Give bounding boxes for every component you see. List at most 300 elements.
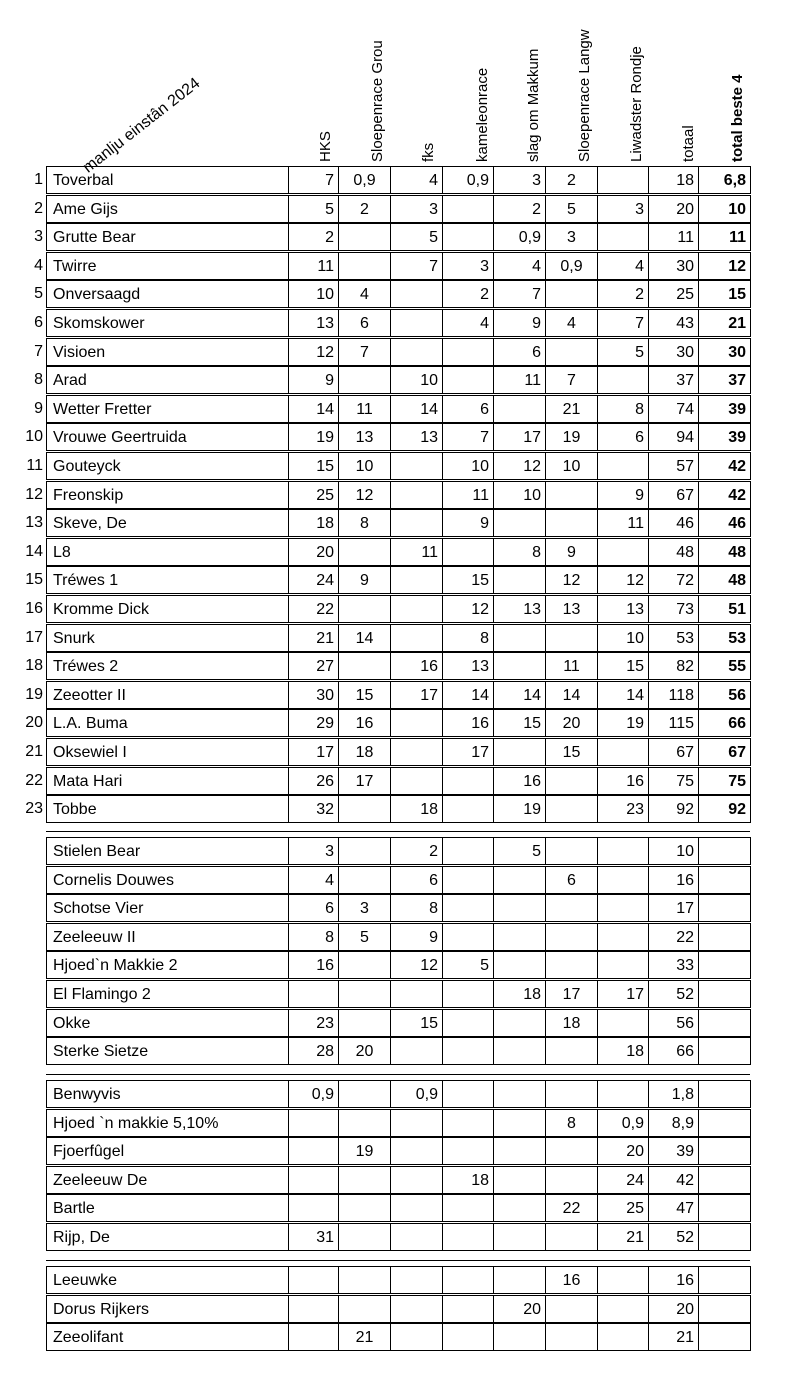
score-cell[interactable]: [390, 481, 443, 509]
score-cell[interactable]: [390, 1166, 443, 1194]
total-cell[interactable]: 82: [648, 652, 699, 680]
score-cell[interactable]: [442, 795, 494, 823]
score-cell[interactable]: [338, 1223, 391, 1251]
best4-total-cell[interactable]: 66: [698, 709, 751, 737]
total-cell[interactable]: 25: [648, 280, 699, 308]
best4-total-cell[interactable]: [698, 1223, 751, 1251]
score-cell[interactable]: [493, 1166, 546, 1194]
best4-total-cell[interactable]: [698, 1323, 751, 1351]
score-cell[interactable]: [493, 1194, 546, 1222]
total-cell[interactable]: 115: [648, 709, 699, 737]
score-cell[interactable]: 9: [288, 366, 339, 394]
score-cell[interactable]: 18: [338, 738, 391, 766]
best4-total-cell[interactable]: 75: [698, 767, 751, 795]
score-cell[interactable]: 11: [390, 538, 443, 566]
score-cell[interactable]: 0,9: [288, 1080, 339, 1108]
score-cell[interactable]: 7: [493, 280, 546, 308]
score-cell[interactable]: [442, 338, 494, 366]
score-cell[interactable]: [390, 595, 443, 623]
score-cell[interactable]: 18: [390, 795, 443, 823]
score-cell[interactable]: 25: [288, 481, 339, 509]
score-cell[interactable]: [288, 1137, 339, 1165]
score-cell[interactable]: 3: [288, 837, 339, 865]
score-cell[interactable]: [493, 1323, 546, 1351]
total-cell[interactable]: 17: [648, 894, 699, 922]
score-cell[interactable]: 3: [597, 195, 649, 223]
score-cell[interactable]: [545, 1080, 598, 1108]
score-cell[interactable]: [545, 1037, 598, 1065]
total-cell[interactable]: 48: [648, 538, 699, 566]
score-cell[interactable]: [493, 1109, 546, 1137]
score-cell[interactable]: [493, 951, 546, 979]
score-cell[interactable]: [545, 1223, 598, 1251]
score-cell[interactable]: [493, 866, 546, 894]
score-cell[interactable]: 23: [597, 795, 649, 823]
score-cell[interactable]: 11: [442, 481, 494, 509]
score-cell[interactable]: 6: [597, 423, 649, 451]
score-cell[interactable]: 18: [493, 980, 546, 1008]
best4-total-cell[interactable]: 67: [698, 738, 751, 766]
score-cell[interactable]: [493, 923, 546, 951]
score-cell[interactable]: 20: [288, 538, 339, 566]
score-cell[interactable]: 14: [338, 624, 391, 652]
score-cell[interactable]: [288, 1109, 339, 1137]
score-cell[interactable]: [390, 1109, 443, 1137]
score-cell[interactable]: 15: [338, 681, 391, 709]
score-cell[interactable]: 2: [288, 223, 339, 251]
score-cell[interactable]: [288, 1295, 339, 1323]
score-cell[interactable]: 14: [545, 681, 598, 709]
best4-total-cell[interactable]: [698, 894, 751, 922]
score-cell[interactable]: 2: [390, 837, 443, 865]
score-cell[interactable]: 13: [288, 309, 339, 337]
best4-total-cell[interactable]: [698, 1194, 751, 1222]
best4-total-cell[interactable]: 39: [698, 395, 751, 423]
score-cell[interactable]: 14: [390, 395, 443, 423]
boat-name-cell[interactable]: Hjoed `n makkie 5,10%: [46, 1109, 289, 1137]
score-cell[interactable]: 25: [597, 1194, 649, 1222]
score-cell[interactable]: 17: [288, 738, 339, 766]
total-cell[interactable]: 30: [648, 338, 699, 366]
score-cell[interactable]: 2: [493, 195, 546, 223]
best4-total-cell[interactable]: [698, 866, 751, 894]
score-cell[interactable]: 16: [390, 652, 443, 680]
score-cell[interactable]: 11: [545, 652, 598, 680]
best4-total-cell[interactable]: 46: [698, 509, 751, 537]
score-cell[interactable]: [545, 951, 598, 979]
score-cell[interactable]: 10: [442, 452, 494, 480]
best4-total-cell[interactable]: 12: [698, 252, 751, 280]
score-cell[interactable]: 7: [338, 338, 391, 366]
boat-name-cell[interactable]: Kromme Dick: [46, 595, 289, 623]
score-cell[interactable]: 10: [390, 366, 443, 394]
score-cell[interactable]: [288, 1194, 339, 1222]
score-cell[interactable]: 8: [597, 395, 649, 423]
score-cell[interactable]: [597, 837, 649, 865]
score-cell[interactable]: 15: [442, 566, 494, 594]
score-cell[interactable]: 16: [597, 767, 649, 795]
score-cell[interactable]: 8: [442, 624, 494, 652]
best4-total-cell[interactable]: 39: [698, 423, 751, 451]
score-cell[interactable]: 4: [288, 866, 339, 894]
score-cell[interactable]: 0,9: [338, 166, 391, 194]
best4-total-cell[interactable]: [698, 923, 751, 951]
best4-total-cell[interactable]: [698, 1137, 751, 1165]
score-cell[interactable]: 13: [493, 595, 546, 623]
score-cell[interactable]: 11: [597, 509, 649, 537]
score-cell[interactable]: [493, 509, 546, 537]
score-cell[interactable]: 17: [390, 681, 443, 709]
best4-total-cell[interactable]: [698, 1166, 751, 1194]
score-cell[interactable]: 9: [442, 509, 494, 537]
score-cell[interactable]: 19: [493, 795, 546, 823]
total-cell[interactable]: 92: [648, 795, 699, 823]
score-cell[interactable]: 3: [390, 195, 443, 223]
score-cell[interactable]: [545, 481, 598, 509]
score-cell[interactable]: [545, 795, 598, 823]
score-cell[interactable]: [597, 894, 649, 922]
score-cell[interactable]: [545, 923, 598, 951]
score-cell[interactable]: 15: [390, 1009, 443, 1037]
score-cell[interactable]: [545, 1295, 598, 1323]
total-cell[interactable]: 46: [648, 509, 699, 537]
boat-name-cell[interactable]: Skeve, De: [46, 509, 289, 537]
score-cell[interactable]: [390, 624, 443, 652]
score-cell[interactable]: [442, 1323, 494, 1351]
boat-name-cell[interactable]: Grutte Bear: [46, 223, 289, 251]
score-cell[interactable]: 30: [288, 681, 339, 709]
score-cell[interactable]: [390, 1266, 443, 1294]
total-cell[interactable]: 72: [648, 566, 699, 594]
score-cell[interactable]: [493, 1223, 546, 1251]
score-cell[interactable]: [338, 1166, 391, 1194]
total-cell[interactable]: 43: [648, 309, 699, 337]
score-cell[interactable]: 3: [493, 166, 546, 194]
score-cell[interactable]: [597, 1009, 649, 1037]
score-cell[interactable]: [338, 252, 391, 280]
boat-name-cell[interactable]: Tobbe: [46, 795, 289, 823]
score-cell[interactable]: [493, 566, 546, 594]
total-cell[interactable]: 33: [648, 951, 699, 979]
score-cell[interactable]: [338, 1080, 391, 1108]
score-cell[interactable]: 10: [338, 452, 391, 480]
score-cell[interactable]: 7: [545, 366, 598, 394]
score-cell[interactable]: 17: [338, 767, 391, 795]
score-cell[interactable]: [338, 980, 391, 1008]
score-cell[interactable]: 21: [545, 395, 598, 423]
score-cell[interactable]: 2: [597, 280, 649, 308]
score-cell[interactable]: 12: [338, 481, 391, 509]
total-cell[interactable]: 53: [648, 624, 699, 652]
score-cell[interactable]: [493, 894, 546, 922]
score-cell[interactable]: 29: [288, 709, 339, 737]
score-cell[interactable]: 16: [338, 709, 391, 737]
score-cell[interactable]: 5: [288, 195, 339, 223]
total-cell[interactable]: 20: [648, 1295, 699, 1323]
boat-name-cell[interactable]: El Flamingo 2: [46, 980, 289, 1008]
total-cell[interactable]: 39: [648, 1137, 699, 1165]
score-cell[interactable]: [390, 1223, 443, 1251]
score-cell[interactable]: [442, 1037, 494, 1065]
score-cell[interactable]: 6: [442, 395, 494, 423]
score-cell[interactable]: 3: [442, 252, 494, 280]
score-cell[interactable]: 5: [390, 223, 443, 251]
score-cell[interactable]: 9: [338, 566, 391, 594]
score-cell[interactable]: [442, 767, 494, 795]
score-cell[interactable]: 24: [288, 566, 339, 594]
total-cell[interactable]: 47: [648, 1194, 699, 1222]
score-cell[interactable]: [338, 1295, 391, 1323]
score-cell[interactable]: [442, 1295, 494, 1323]
boat-name-cell[interactable]: Toverbal: [46, 166, 289, 194]
score-cell[interactable]: [442, 195, 494, 223]
score-cell[interactable]: [390, 1323, 443, 1351]
total-cell[interactable]: 18: [648, 166, 699, 194]
total-cell[interactable]: 30: [648, 252, 699, 280]
score-cell[interactable]: 5: [545, 195, 598, 223]
score-cell[interactable]: 0,9: [442, 166, 494, 194]
score-cell[interactable]: 6: [288, 894, 339, 922]
total-cell[interactable]: 56: [648, 1009, 699, 1037]
score-cell[interactable]: 14: [442, 681, 494, 709]
best4-total-cell[interactable]: 10: [698, 195, 751, 223]
score-cell[interactable]: 19: [288, 423, 339, 451]
score-cell[interactable]: [545, 1137, 598, 1165]
best4-total-cell[interactable]: 21: [698, 309, 751, 337]
score-cell[interactable]: [442, 1223, 494, 1251]
score-cell[interactable]: 31: [288, 1223, 339, 1251]
boat-name-cell[interactable]: Okke: [46, 1009, 289, 1037]
best4-total-cell[interactable]: 37: [698, 366, 751, 394]
score-cell[interactable]: 8: [390, 894, 443, 922]
score-cell[interactable]: 2: [338, 195, 391, 223]
total-cell[interactable]: 21: [648, 1323, 699, 1351]
score-cell[interactable]: 8: [545, 1109, 598, 1137]
best4-total-cell[interactable]: [698, 1037, 751, 1065]
score-cell[interactable]: 13: [545, 595, 598, 623]
score-cell[interactable]: [390, 309, 443, 337]
score-cell[interactable]: 19: [597, 709, 649, 737]
score-cell[interactable]: 12: [493, 452, 546, 480]
best4-total-cell[interactable]: 42: [698, 452, 751, 480]
score-cell[interactable]: 8: [338, 509, 391, 537]
score-cell[interactable]: 3: [338, 894, 391, 922]
score-cell[interactable]: 24: [597, 1166, 649, 1194]
score-cell[interactable]: [545, 767, 598, 795]
score-cell[interactable]: [390, 980, 443, 1008]
score-cell[interactable]: [442, 1109, 494, 1137]
score-cell[interactable]: [390, 338, 443, 366]
score-cell[interactable]: 18: [545, 1009, 598, 1037]
score-cell[interactable]: 21: [597, 1223, 649, 1251]
score-cell[interactable]: [597, 1266, 649, 1294]
boat-name-cell[interactable]: Visioen: [46, 338, 289, 366]
total-cell[interactable]: 37: [648, 366, 699, 394]
score-cell[interactable]: 12: [390, 951, 443, 979]
score-cell[interactable]: [338, 223, 391, 251]
boat-name-cell[interactable]: Bartle: [46, 1194, 289, 1222]
score-cell[interactable]: 15: [288, 452, 339, 480]
total-cell[interactable]: 16: [648, 1266, 699, 1294]
score-cell[interactable]: [390, 1295, 443, 1323]
total-cell[interactable]: 11: [648, 223, 699, 251]
score-cell[interactable]: 17: [597, 980, 649, 1008]
score-cell[interactable]: [597, 923, 649, 951]
score-cell[interactable]: [442, 1266, 494, 1294]
score-cell[interactable]: [338, 1266, 391, 1294]
boat-name-cell[interactable]: Freonskip: [46, 481, 289, 509]
boat-name-cell[interactable]: Cornelis Douwes: [46, 866, 289, 894]
best4-total-cell[interactable]: 48: [698, 566, 751, 594]
score-cell[interactable]: [493, 1080, 546, 1108]
boat-name-cell[interactable]: Zeeleeuw II: [46, 923, 289, 951]
score-cell[interactable]: 7: [597, 309, 649, 337]
score-cell[interactable]: [390, 709, 443, 737]
best4-total-cell[interactable]: 92: [698, 795, 751, 823]
total-cell[interactable]: 10: [648, 837, 699, 865]
score-cell[interactable]: 11: [338, 395, 391, 423]
score-cell[interactable]: 4: [493, 252, 546, 280]
score-cell[interactable]: 21: [338, 1323, 391, 1351]
score-cell[interactable]: [545, 1166, 598, 1194]
boat-name-cell[interactable]: Schotse Vier: [46, 894, 289, 922]
score-cell[interactable]: [390, 280, 443, 308]
score-cell[interactable]: 13: [338, 423, 391, 451]
score-cell[interactable]: 0,9: [545, 252, 598, 280]
boat-name-cell[interactable]: Snurk: [46, 624, 289, 652]
score-cell[interactable]: 10: [493, 481, 546, 509]
score-cell[interactable]: 8: [493, 538, 546, 566]
score-cell[interactable]: [545, 280, 598, 308]
score-cell[interactable]: 12: [597, 566, 649, 594]
score-cell[interactable]: [390, 1037, 443, 1065]
total-cell[interactable]: 52: [648, 980, 699, 1008]
score-cell[interactable]: 17: [545, 980, 598, 1008]
score-cell[interactable]: 23: [288, 1009, 339, 1037]
score-cell[interactable]: 12: [545, 566, 598, 594]
score-cell[interactable]: [493, 1137, 546, 1165]
score-cell[interactable]: 26: [288, 767, 339, 795]
boat-name-cell[interactable]: Zeeotter II: [46, 681, 289, 709]
score-cell[interactable]: [493, 652, 546, 680]
score-cell[interactable]: 15: [545, 738, 598, 766]
score-cell[interactable]: [338, 795, 391, 823]
score-cell[interactable]: [442, 1080, 494, 1108]
boat-name-cell[interactable]: Wetter Fretter: [46, 395, 289, 423]
score-cell[interactable]: [597, 1295, 649, 1323]
score-cell[interactable]: [390, 767, 443, 795]
score-cell[interactable]: [288, 1166, 339, 1194]
score-cell[interactable]: 20: [597, 1137, 649, 1165]
total-cell[interactable]: 73: [648, 595, 699, 623]
boat-name-cell[interactable]: Benwyvis: [46, 1080, 289, 1108]
score-cell[interactable]: 2: [545, 166, 598, 194]
score-cell[interactable]: [545, 624, 598, 652]
score-cell[interactable]: 12: [442, 595, 494, 623]
total-cell[interactable]: 67: [648, 738, 699, 766]
score-cell[interactable]: 14: [288, 395, 339, 423]
score-cell[interactable]: [545, 338, 598, 366]
score-cell[interactable]: [597, 166, 649, 194]
total-cell[interactable]: 42: [648, 1166, 699, 1194]
score-cell[interactable]: 15: [597, 652, 649, 680]
boat-name-cell[interactable]: Tréwes 2: [46, 652, 289, 680]
score-cell[interactable]: 4: [338, 280, 391, 308]
score-cell[interactable]: 7: [288, 166, 339, 194]
score-cell[interactable]: [442, 1194, 494, 1222]
score-cell[interactable]: [442, 980, 494, 1008]
boat-name-cell[interactable]: Hjoed`n Makkie 2: [46, 951, 289, 979]
score-cell[interactable]: 22: [545, 1194, 598, 1222]
score-cell[interactable]: 5: [493, 837, 546, 865]
score-cell[interactable]: [338, 595, 391, 623]
total-cell[interactable]: 1,8: [648, 1080, 699, 1108]
score-cell[interactable]: [390, 1137, 443, 1165]
score-cell[interactable]: 32: [288, 795, 339, 823]
score-cell[interactable]: [493, 395, 546, 423]
score-cell[interactable]: 13: [597, 595, 649, 623]
best4-total-cell[interactable]: [698, 1295, 751, 1323]
total-cell[interactable]: 20: [648, 195, 699, 223]
score-cell[interactable]: [390, 1194, 443, 1222]
boat-name-cell[interactable]: Dorus Rijkers: [46, 1295, 289, 1323]
score-cell[interactable]: [442, 923, 494, 951]
score-cell[interactable]: 0,9: [493, 223, 546, 251]
boat-name-cell[interactable]: Zeeleeuw De: [46, 1166, 289, 1194]
best4-total-cell[interactable]: [698, 980, 751, 1008]
total-cell[interactable]: 52: [648, 1223, 699, 1251]
score-cell[interactable]: 18: [597, 1037, 649, 1065]
best4-total-cell[interactable]: [698, 1080, 751, 1108]
score-cell[interactable]: [493, 1009, 546, 1037]
total-cell[interactable]: 94: [648, 423, 699, 451]
score-cell[interactable]: 10: [288, 280, 339, 308]
score-cell[interactable]: [597, 1323, 649, 1351]
score-cell[interactable]: [442, 1009, 494, 1037]
score-cell[interactable]: [338, 366, 391, 394]
score-cell[interactable]: [288, 980, 339, 1008]
boat-name-cell[interactable]: Onversaagd: [46, 280, 289, 308]
score-cell[interactable]: [390, 738, 443, 766]
score-cell[interactable]: 16: [288, 951, 339, 979]
score-cell[interactable]: 9: [597, 481, 649, 509]
score-cell[interactable]: [545, 509, 598, 537]
score-cell[interactable]: 0,9: [390, 1080, 443, 1108]
best4-total-cell[interactable]: 48: [698, 538, 751, 566]
total-cell[interactable]: 16: [648, 866, 699, 894]
score-cell[interactable]: 6: [493, 338, 546, 366]
score-cell[interactable]: 4: [390, 166, 443, 194]
score-cell[interactable]: [493, 624, 546, 652]
score-cell[interactable]: [338, 1194, 391, 1222]
score-cell[interactable]: 11: [493, 366, 546, 394]
score-cell[interactable]: 6: [338, 309, 391, 337]
score-cell[interactable]: [442, 366, 494, 394]
score-cell[interactable]: [442, 223, 494, 251]
boat-name-cell[interactable]: Arad: [46, 366, 289, 394]
score-cell[interactable]: 4: [545, 309, 598, 337]
score-cell[interactable]: 14: [597, 681, 649, 709]
score-cell[interactable]: [493, 1266, 546, 1294]
score-cell[interactable]: 22: [288, 595, 339, 623]
score-cell[interactable]: 13: [390, 423, 443, 451]
score-cell[interactable]: 15: [493, 709, 546, 737]
boat-name-cell[interactable]: Leeuwke: [46, 1266, 289, 1294]
score-cell[interactable]: [390, 566, 443, 594]
score-cell[interactable]: 11: [288, 252, 339, 280]
score-cell[interactable]: 8: [288, 923, 339, 951]
score-cell[interactable]: 4: [442, 309, 494, 337]
